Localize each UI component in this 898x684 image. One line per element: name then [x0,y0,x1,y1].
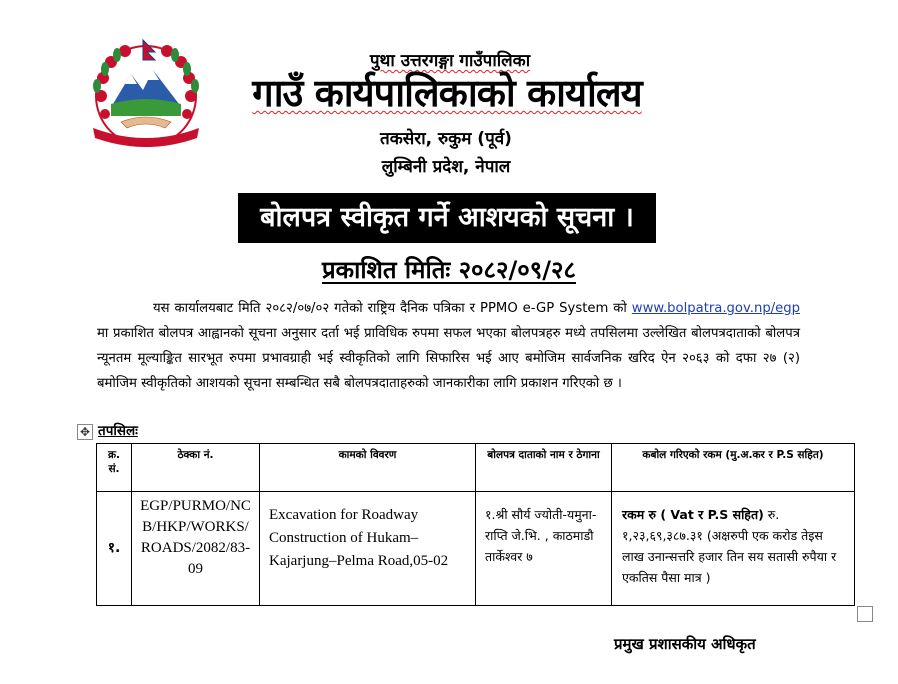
cell-amount [612,492,855,606]
amount-label: रकम रु ( Vat र P.S सहित) [622,507,764,522]
government-emblem-logo [85,38,207,148]
resize-handle-icon[interactable] [857,606,873,622]
header-amount: कबोल गरिएको रकम (मु.अ.कर र P.S सहित) [612,444,855,492]
body-text-1: यस कार्यालयबाट मिति २०८२/०७/०२ गतेको राष्ट्रिय दैनिक पत्रिका र PPMO e-GP System को [153,301,632,316]
header-bidder: बोलपत्र दाताको नाम र ठेगाना [476,444,612,492]
egp-link[interactable]: www.bolpatra.gov.np/egp [631,301,800,316]
header-sn: क्र. सं. [97,444,132,492]
cell-work: Excavation for Roadway Construction of Hukam–Kajarjung–Pelma Road,05-02 [260,492,476,606]
address-line-2: लुम्बिनी प्रदेश, नेपाल [381,157,511,177]
table-row [97,492,855,606]
cell-sn: १. [97,492,132,606]
table-label: तपसिलः [98,423,138,439]
notice-body [97,296,800,396]
signatory: प्रमुख प्रशासकीय अधिकृत [614,635,756,653]
cell-bidder: १.श्री सौर्य ज्योती-यमुना-राप्ति जे.भि. , काठमाडौ तार्केश्वर ७ [476,492,612,606]
cell-contract-no: EGP/PURMO/NCB/HKP/WORKS/ROADS/2082/83-09 [132,492,260,606]
move-arrows-icon[interactable]: ✥ [77,424,93,440]
published-date: प्रकाशित मितिः २०८२/०९/२८ [322,256,576,284]
body-text-2: मा प्रकाशित बोलपत्र आह्वानको सूचना अनुसार दर्ता भई प्राविधिक रुपमा सफल भएका बोलपत्रहरु मध्ये तपसिलमा उल्लेखित बोलपत्रदाताको बोलपत्र न्यूनतम मूल्याङ्कित सारभूत रुपमा प्रभावग्राही भई स्वीकृतिको लागि सिफारिस भई आए बमोजिम सार्वजनिक खरिद ऐन २०६३ को दफा २७ (२) बमोजिम स्वीकृतिको आशयको सूचना सम्बन्धित सबै बोलपत्रदाताहरुको जानकारीका लागि प्रकाशन गरिएको छ । [97,326,800,391]
address-line-1: तकसेरा, रुकुम (पूर्व) [380,129,512,149]
office-title: गाउँ कार्यपालिकाको कार्यालय [252,71,642,115]
notice-title: बोलपत्र स्वीकृत गर्ने आशयको सूचना । [238,193,656,243]
tender-table [96,443,855,606]
amount-value: रु. १,२३,६९,३८७.३१ (अक्षरुपी एक करोड तेइस लाख उनान्सत्तरि हजार तिन सय सतासी रुपैया र एकतिस पैसा मात्र ) [622,507,837,585]
header-work: कामको विवरण [260,444,476,492]
table-header-row [97,444,855,492]
municipality-name: पुथा उत्तरगङ्गा गाउँपालिका [369,51,531,71]
header-contract-no: ठेक्का नं. [132,444,260,492]
